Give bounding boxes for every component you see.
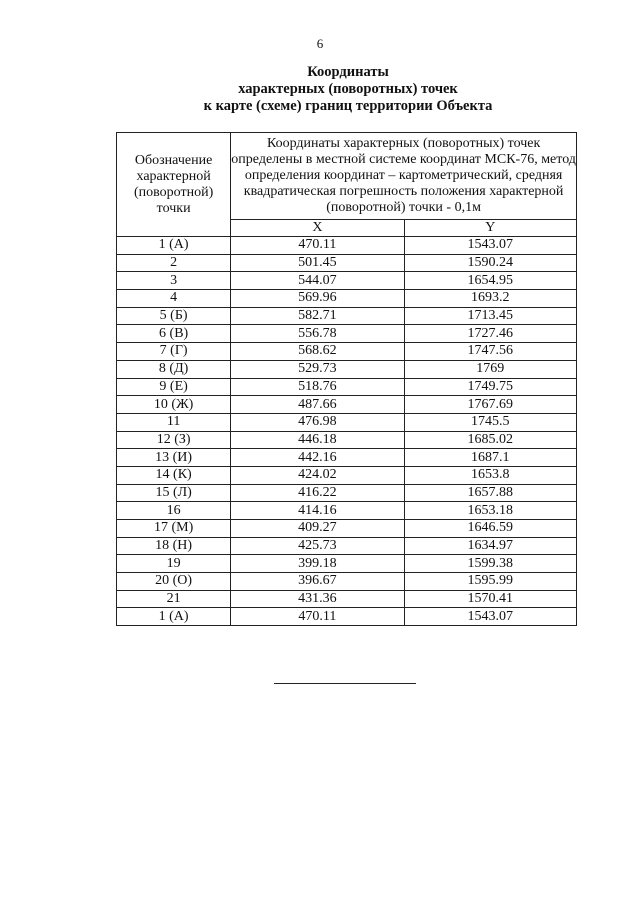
- point-cell: 19: [117, 555, 231, 573]
- point-cell: 7 (Г): [117, 343, 231, 361]
- x-cell: 424.02: [231, 466, 404, 484]
- point-cell: 2: [117, 254, 231, 272]
- point-cell: 14 (К): [117, 466, 231, 484]
- table-body: [117, 237, 577, 626]
- point-cell: 16: [117, 502, 231, 520]
- y-cell: 1543.07: [404, 608, 576, 626]
- y-cell: 1599.38: [404, 555, 576, 573]
- x-cell: 431.36: [231, 590, 404, 608]
- y-cell: 1687.1: [404, 449, 576, 467]
- table-row: [117, 272, 577, 290]
- x-cell: 518.76: [231, 378, 404, 396]
- point-cell: 11: [117, 413, 231, 431]
- x-cell: 501.45: [231, 254, 404, 272]
- y-cell: 1646.59: [404, 520, 576, 538]
- title-line-3: к карте (схеме) границ территории Объекта: [203, 98, 493, 114]
- point-cell: 6 (В): [117, 325, 231, 343]
- y-cell: 1693.2: [404, 290, 576, 308]
- table-row: [117, 573, 577, 591]
- point-cell: 9 (Е): [117, 378, 231, 396]
- y-cell: 1657.88: [404, 484, 576, 502]
- x-cell: 568.62: [231, 343, 404, 361]
- point-cell: 10 (Ж): [117, 396, 231, 414]
- table-row: [117, 484, 577, 502]
- point-cell: 20 (О): [117, 573, 231, 591]
- document-title: [0, 64, 640, 115]
- y-cell: 1634.97: [404, 537, 576, 555]
- point-cell: 21: [117, 590, 231, 608]
- y-cell: 1727.46: [404, 325, 576, 343]
- table-row: [117, 520, 577, 538]
- table-row: [117, 537, 577, 555]
- x-cell: 470.11: [231, 237, 404, 255]
- table-row: [117, 413, 577, 431]
- point-cell: 3: [117, 272, 231, 290]
- table-row: [117, 608, 577, 626]
- x-cell: 409.27: [231, 520, 404, 538]
- table-row: [117, 254, 577, 272]
- y-cell: 1590.24: [404, 254, 576, 272]
- x-cell: 414.16: [231, 502, 404, 520]
- header-coordinates-description: Координаты характерных (поворотных) точек определены в местной системе координат МСК-76, метод определения координат – картометрический, средняя квадратическая погрешность положения характерной (поворотной) точки - 0,1м: [231, 133, 577, 220]
- x-cell: 529.73: [231, 360, 404, 378]
- x-cell: 487.66: [231, 396, 404, 414]
- y-cell: 1595.99: [404, 573, 576, 591]
- footer-divider: [274, 683, 416, 684]
- y-cell: 1653.18: [404, 502, 576, 520]
- point-cell: 12 (З): [117, 431, 231, 449]
- point-cell: 1 (А): [117, 608, 231, 626]
- y-cell: 1713.45: [404, 307, 576, 325]
- y-cell: 1745.5: [404, 413, 576, 431]
- y-cell: 1747.56: [404, 343, 576, 361]
- y-cell: 1767.69: [404, 396, 576, 414]
- x-cell: 476.98: [231, 413, 404, 431]
- x-cell: 446.18: [231, 431, 404, 449]
- x-cell: 556.78: [231, 325, 404, 343]
- table-row: [117, 307, 577, 325]
- x-cell: 396.67: [231, 573, 404, 591]
- x-cell: 416.22: [231, 484, 404, 502]
- table-row: [117, 466, 577, 484]
- x-cell: 442.16: [231, 449, 404, 467]
- point-cell: 15 (Л): [117, 484, 231, 502]
- point-cell: 1 (А): [117, 237, 231, 255]
- table-row: [117, 237, 577, 255]
- table-row: [117, 360, 577, 378]
- table-row: [117, 449, 577, 467]
- point-cell: 18 (Н): [117, 537, 231, 555]
- point-cell: 13 (И): [117, 449, 231, 467]
- header-point-designation: Обозначение характерной (поворотной) точки: [117, 133, 231, 237]
- table-row: [117, 343, 577, 361]
- title-line-1: Координаты: [307, 64, 389, 80]
- table-row: [117, 378, 577, 396]
- y-cell: 1769: [404, 360, 576, 378]
- y-cell: 1653.8: [404, 466, 576, 484]
- point-cell: 17 (М): [117, 520, 231, 538]
- y-cell: 1543.07: [404, 237, 576, 255]
- header-y: Y: [404, 220, 576, 237]
- coordinates-table: [116, 132, 577, 626]
- table-row: [117, 502, 577, 520]
- x-cell: 569.96: [231, 290, 404, 308]
- x-cell: 470.11: [231, 608, 404, 626]
- x-cell: 582.71: [231, 307, 404, 325]
- page-number: 6: [316, 36, 324, 51]
- y-cell: 1654.95: [404, 272, 576, 290]
- table-row: [117, 325, 577, 343]
- table-row: [117, 431, 577, 449]
- table-row: [117, 290, 577, 308]
- point-cell: 8 (Д): [117, 360, 231, 378]
- table-row: [117, 555, 577, 573]
- header-x: X: [231, 220, 404, 237]
- x-cell: 425.73: [231, 537, 404, 555]
- table-row: [117, 590, 577, 608]
- x-cell: 399.18: [231, 555, 404, 573]
- title-line-2: характерных (поворотных) точек: [238, 81, 458, 97]
- point-cell: 4: [117, 290, 231, 308]
- y-cell: 1749.75: [404, 378, 576, 396]
- x-cell: 544.07: [231, 272, 404, 290]
- y-cell: 1685.02: [404, 431, 576, 449]
- y-cell: 1570.41: [404, 590, 576, 608]
- table-row: [117, 396, 577, 414]
- point-cell: 5 (Б): [117, 307, 231, 325]
